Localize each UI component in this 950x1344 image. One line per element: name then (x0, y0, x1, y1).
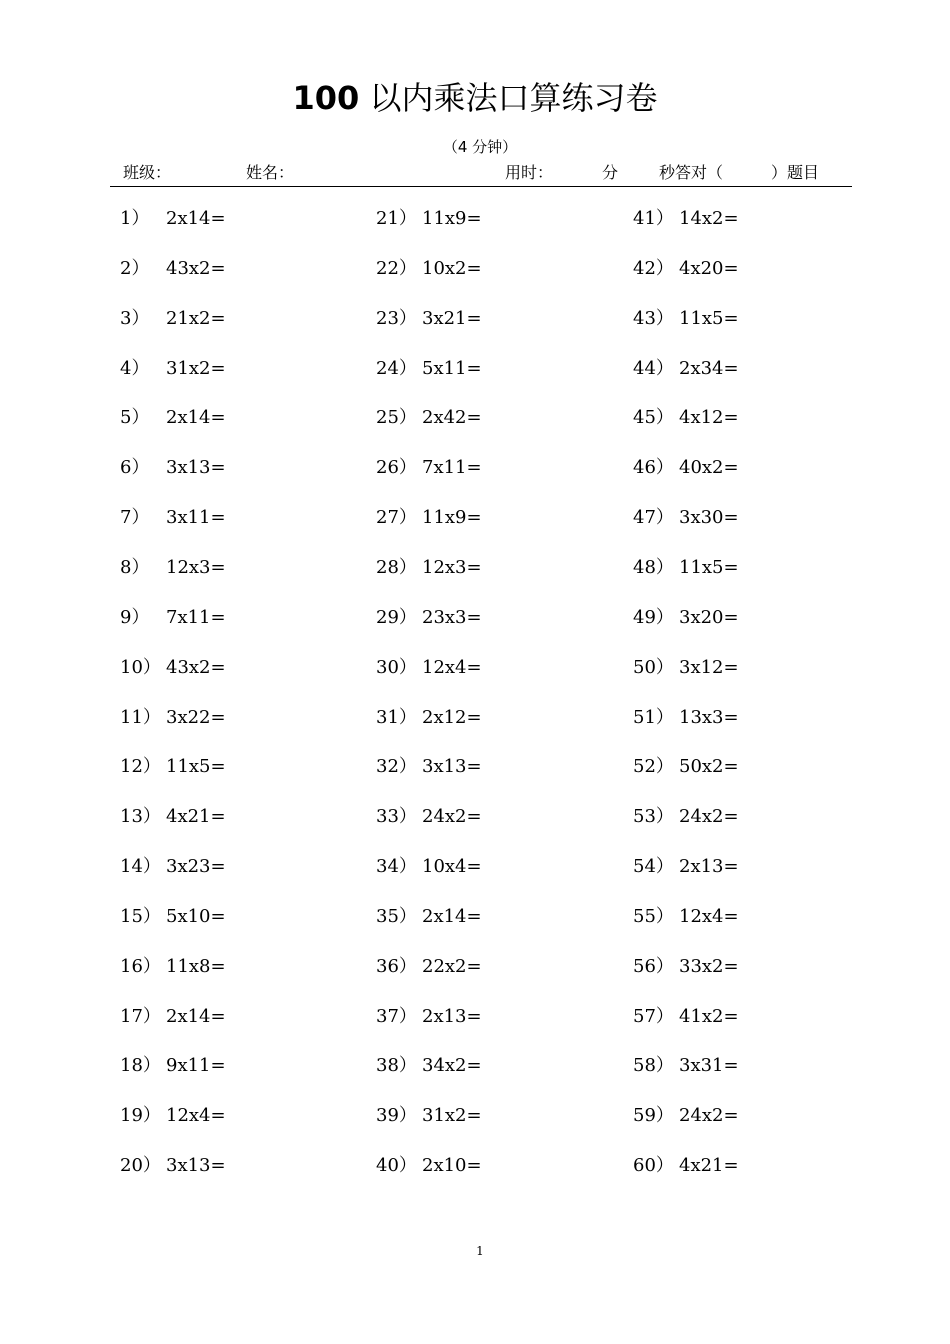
problem-item (633, 406, 739, 430)
title-text: 以内乘法口算练习卷 (369, 79, 658, 117)
problem-item (120, 955, 226, 979)
page-title (0, 76, 950, 120)
problem-item (633, 656, 739, 680)
problem-expression: 43x2= (166, 257, 226, 279)
problem-number: 37） (376, 1005, 417, 1027)
problem-number: 52） (633, 756, 674, 778)
problem-number: 31） (376, 706, 417, 728)
problem-number: 42） (633, 257, 674, 279)
problem-number: 35） (376, 905, 417, 927)
problem-number: 4） (120, 357, 150, 379)
problem-item (376, 606, 482, 630)
problem-item (120, 257, 226, 281)
problem-number: 58） (633, 1055, 674, 1077)
problem-expression: 3x13= (422, 756, 482, 778)
problem-item (120, 1054, 226, 1078)
problem-number: 7） (120, 507, 150, 529)
problem-item (120, 406, 226, 430)
problem-item (633, 506, 739, 530)
problem-item (633, 706, 739, 730)
score-text: 秒答对（ ）题目 (659, 163, 820, 182)
problem-expression: 2x14= (422, 905, 482, 927)
problem-expression: 3x22= (166, 706, 226, 728)
problem-number: 26） (376, 457, 417, 479)
problem-item (120, 506, 226, 530)
problem-expression: 10x4= (422, 856, 482, 878)
problem-item (376, 755, 482, 779)
problem-number: 45） (633, 407, 674, 429)
problem-expression: 24x2= (679, 806, 739, 828)
problem-number: 15） (120, 905, 161, 927)
problem-item (120, 207, 226, 231)
problem-item (120, 755, 226, 779)
problem-expression: 4x21= (166, 806, 226, 828)
problem-expression: 50x2= (679, 756, 739, 778)
problem-number: 25） (376, 407, 417, 429)
problem-item (633, 556, 739, 580)
problem-expression: 12x3= (422, 556, 482, 578)
problem-number: 40） (376, 1155, 417, 1177)
problem-expression: 12x4= (166, 1105, 226, 1127)
problem-expression: 31x2= (422, 1105, 482, 1127)
problem-number: 17） (120, 1005, 161, 1027)
problem-item (633, 805, 739, 829)
problem-expression: 2x10= (422, 1155, 482, 1177)
problem-expression: 2x14= (166, 208, 226, 229)
problem-number: 51） (633, 706, 674, 728)
problem-number: 46） (633, 457, 674, 479)
problem-expression: 24x2= (422, 806, 482, 828)
problem-expression: 24x2= (679, 1105, 739, 1127)
problem-number: 9） (120, 606, 150, 628)
problem-item (120, 606, 226, 630)
problem-item (120, 706, 226, 730)
problem-expression: 41x2= (679, 1005, 739, 1027)
problem-number: 43） (633, 307, 674, 329)
problem-item (120, 855, 226, 879)
problem-item (376, 955, 482, 979)
problem-expression: 2x13= (422, 1005, 482, 1027)
problem-expression: 2x34= (679, 357, 739, 379)
problem-expression: 43x2= (166, 656, 226, 678)
problem-number: 6） (120, 457, 150, 479)
problem-expression: 11x5= (166, 756, 226, 778)
problem-expression: 4x21= (679, 1155, 739, 1177)
problem-expression: 2x13= (679, 856, 739, 878)
name-label: 姓名： (246, 163, 295, 182)
problem-item (120, 1005, 226, 1029)
problem-expression: 31x2= (166, 357, 226, 379)
problem-number: 56） (633, 955, 674, 977)
problem-expression: 2x14= (166, 1005, 226, 1027)
problem-item (633, 1154, 739, 1178)
problem-item (633, 606, 739, 630)
problem-item (120, 357, 226, 381)
problem-item (120, 805, 226, 829)
problem-expression: 3x11= (166, 507, 226, 529)
problem-item (633, 1054, 739, 1078)
problem-expression: 11x9= (422, 507, 482, 529)
problem-expression: 5x11= (422, 357, 482, 379)
problem-number: 18） (120, 1055, 161, 1077)
header-divider (110, 186, 852, 187)
problem-number: 47） (633, 507, 674, 529)
problem-item (120, 307, 226, 331)
problem-number: 21） (376, 208, 417, 229)
problem-expression: 22x2= (422, 955, 482, 977)
problem-expression: 40x2= (679, 457, 739, 479)
problem-item (376, 357, 482, 381)
problem-number: 44） (633, 357, 674, 379)
problem-expression: 4x20= (679, 257, 739, 279)
problem-number: 13） (120, 806, 161, 828)
time-limit-subtitle: （4 分钟） (442, 138, 518, 156)
problem-expression: 34x2= (422, 1055, 482, 1077)
problem-expression: 11x5= (679, 556, 739, 578)
problem-number: 3） (120, 307, 150, 329)
problem-number: 39） (376, 1105, 417, 1127)
problem-item (376, 905, 482, 929)
problem-number: 33） (376, 806, 417, 828)
problem-item (376, 1154, 482, 1178)
problem-number: 57） (633, 1005, 674, 1027)
problem-item (376, 706, 482, 730)
problem-number: 36） (376, 955, 417, 977)
problem-item (376, 257, 482, 281)
problem-number: 53） (633, 806, 674, 828)
problem-number: 38） (376, 1055, 417, 1077)
problem-item (376, 506, 482, 530)
problem-expression: 3x20= (679, 606, 739, 628)
problem-item (376, 406, 482, 430)
problem-number: 5） (120, 407, 150, 429)
problem-expression: 11x8= (166, 955, 226, 977)
problem-number: 55） (633, 905, 674, 927)
problem-expression: 23x3= (422, 606, 482, 628)
problem-item (633, 1005, 739, 1029)
problem-item (633, 905, 739, 929)
problem-expression: 3x13= (166, 457, 226, 479)
problem-expression: 3x12= (679, 656, 739, 678)
problem-item (376, 556, 482, 580)
problem-number: 34） (376, 856, 417, 878)
problem-item (376, 855, 482, 879)
problem-item (633, 257, 739, 281)
problem-number: 14） (120, 856, 161, 878)
problem-expression: 12x3= (166, 556, 226, 578)
problem-item (120, 556, 226, 580)
problem-item (633, 207, 739, 231)
problem-expression: 7x11= (166, 606, 226, 628)
problem-item (120, 1104, 226, 1128)
problem-number: 41） (633, 208, 674, 229)
problem-expression: 33x2= (679, 955, 739, 977)
problem-number: 30） (376, 656, 417, 678)
problem-number: 50） (633, 656, 674, 678)
time-label: 用时： (505, 163, 554, 182)
problem-expression: 21x2= (166, 307, 226, 329)
problem-number: 12） (120, 756, 161, 778)
problem-number: 59） (633, 1105, 674, 1127)
problem-expression: 5x10= (166, 905, 226, 927)
problem-item (376, 1104, 482, 1128)
problem-number: 23） (376, 307, 417, 329)
problem-item (633, 1104, 739, 1128)
problem-expression: 3x13= (166, 1155, 226, 1177)
problem-item (376, 1005, 482, 1029)
problem-number: 1） (120, 208, 150, 229)
problem-item (376, 656, 482, 680)
problem-expression: 9x11= (166, 1055, 226, 1077)
problem-number: 27） (376, 507, 417, 529)
problem-expression: 12x4= (679, 905, 739, 927)
problem-item (633, 456, 739, 480)
problem-expression: 2x12= (422, 706, 482, 728)
problem-expression: 10x2= (422, 257, 482, 279)
problem-number: 60） (633, 1155, 674, 1177)
problem-expression: 7x11= (422, 457, 482, 479)
problem-item (633, 357, 739, 381)
page-number: 1 (476, 1244, 484, 1258)
problem-number: 2） (120, 257, 150, 279)
problem-number: 29） (376, 606, 417, 628)
problem-expression: 4x12= (679, 407, 739, 429)
problem-item (376, 456, 482, 480)
problem-item (633, 307, 739, 331)
problem-expression: 3x30= (679, 507, 739, 529)
problem-item (376, 207, 482, 231)
problem-number: 49） (633, 606, 674, 628)
problem-number: 11） (120, 706, 161, 728)
problem-expression: 11x5= (679, 307, 739, 329)
problem-expression: 14x2= (679, 208, 739, 229)
problem-number: 54） (633, 856, 674, 878)
problem-number: 48） (633, 556, 674, 578)
problem-expression: 12x4= (422, 656, 482, 678)
problem-number: 16） (120, 955, 161, 977)
problem-number: 20） (120, 1155, 161, 1177)
problem-expression: 11x9= (422, 208, 482, 229)
problem-number: 32） (376, 756, 417, 778)
problem-expression: 2x42= (422, 407, 482, 429)
problem-expression: 3x21= (422, 307, 482, 329)
problem-item (376, 307, 482, 331)
problem-item (633, 855, 739, 879)
problem-expression: 3x31= (679, 1055, 739, 1077)
problem-item (120, 456, 226, 480)
problem-number: 10） (120, 656, 161, 678)
problem-number: 8） (120, 556, 150, 578)
problem-expression: 13x3= (679, 706, 739, 728)
problem-number: 24） (376, 357, 417, 379)
problem-expression: 3x23= (166, 856, 226, 878)
problem-number: 28） (376, 556, 417, 578)
title-number: 100 (292, 79, 360, 117)
problem-item (376, 1054, 482, 1078)
problem-item (120, 1154, 226, 1178)
minute-label: 分 (602, 163, 619, 182)
class-label: 班级： (123, 163, 172, 182)
problem-item (120, 656, 226, 680)
problem-item (120, 905, 226, 929)
problem-number: 19） (120, 1105, 161, 1127)
problem-item (633, 755, 739, 779)
problem-number: 22） (376, 257, 417, 279)
problem-item (376, 805, 482, 829)
problem-item (633, 955, 739, 979)
problem-expression: 2x14= (166, 407, 226, 429)
